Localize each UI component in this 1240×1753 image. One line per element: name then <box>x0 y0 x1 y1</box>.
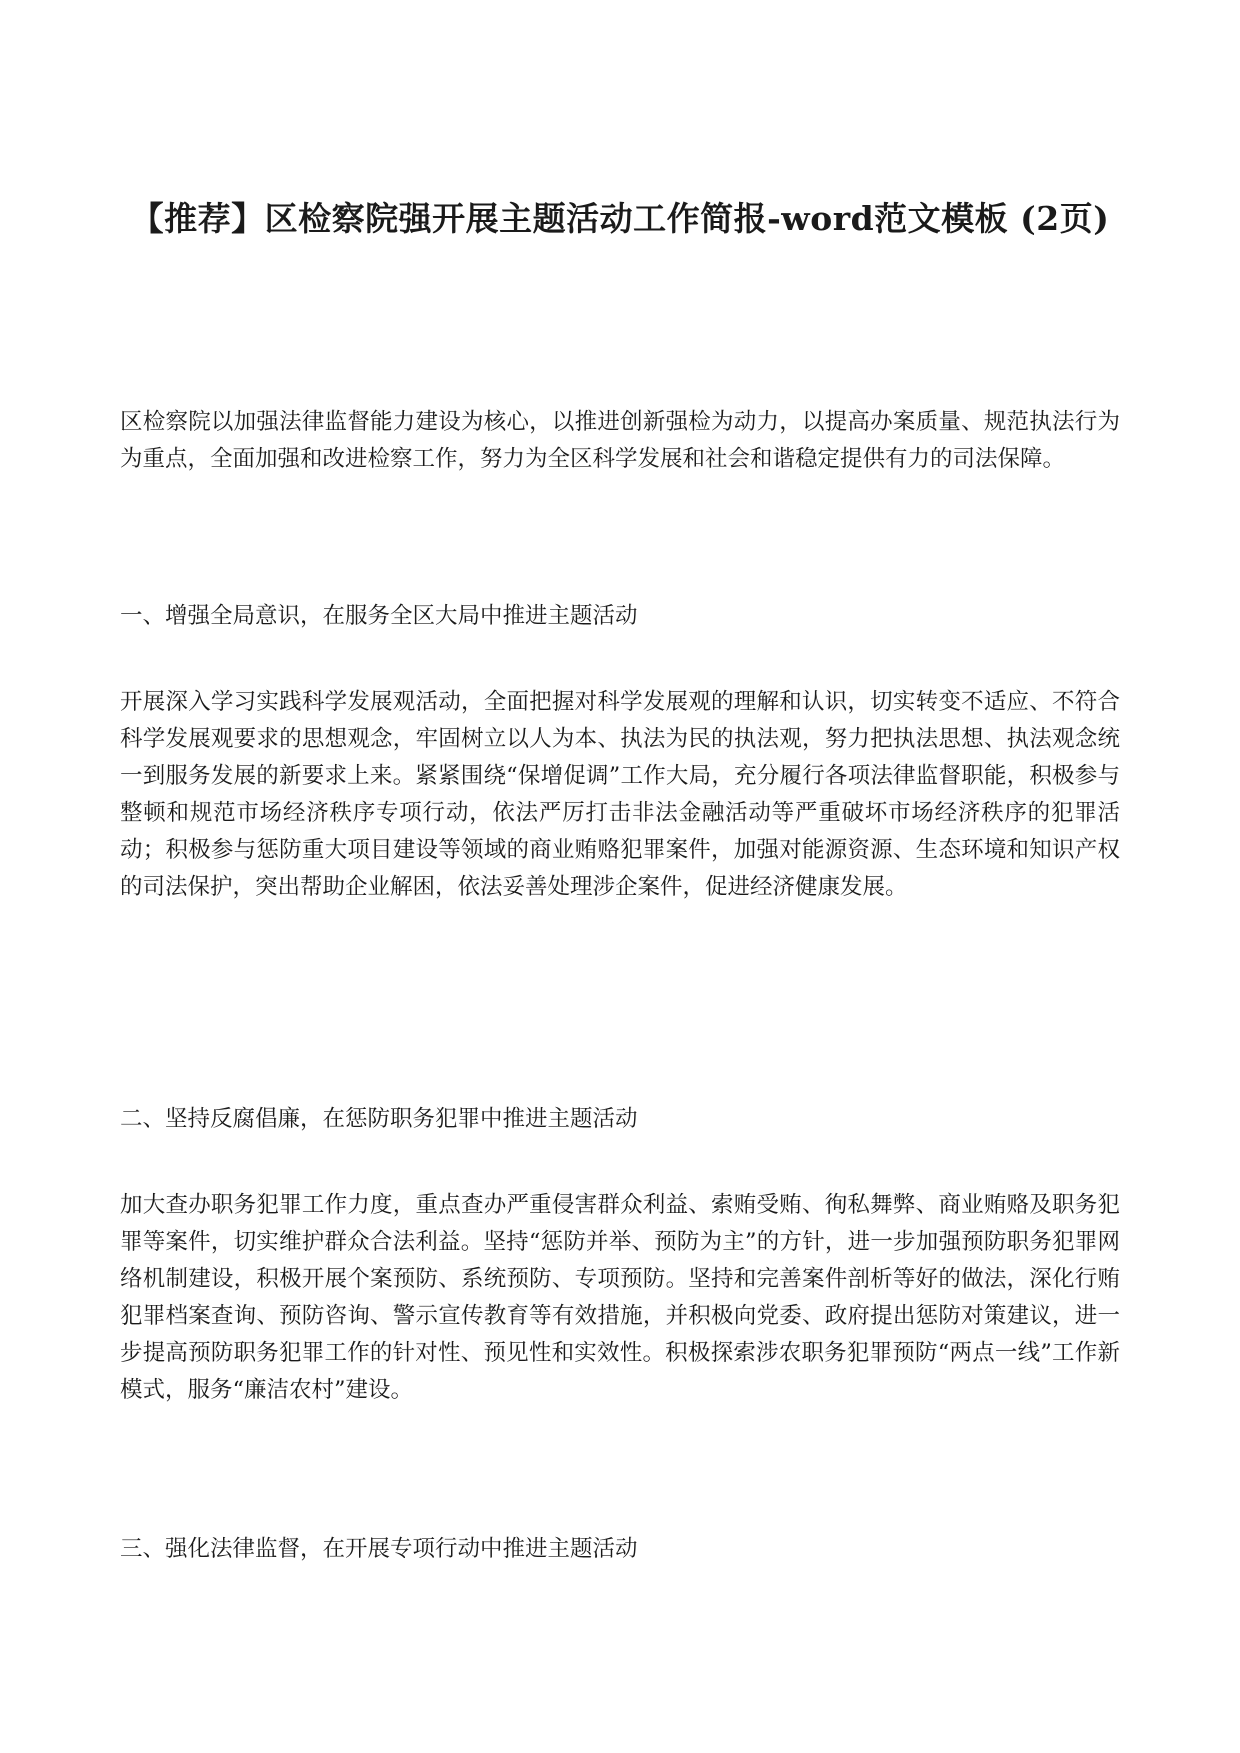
section-2-heading: 二、坚持反腐倡廉，在惩防职务犯罪中推进主题活动 <box>120 1106 638 1132</box>
section-3-heading: 三、强化法律监督，在开展专项行动中推进主题活动 <box>120 1536 638 1562</box>
section-1-heading: 一、增强全局意识，在服务全区大局中推进主题活动 <box>120 603 638 629</box>
section-2-body: 加大查办职务犯罪工作力度，重点查办严重侵害群众利益、索贿受贿、徇私舞弊、商业贿赂及职务犯罪等案件，切实维护群众合法利益。坚持“惩防并举、预防为主”的方针，进一步加强预防职务犯罪网络机制建设，积极开展个案预防、系统预防、专项预防。坚持和完善案件剖析等好的做法，深化行贿犯罪档案查询、预防咨询、警示宣传教育等有效措施，并积极向党委、政府提出惩防对策建议，进一步提高预防职务犯罪工作的针对性、预见性和实效性。积极探索涉农职务犯罪预防“两点一线”工作新模式，服务“廉洁农村”建设。 <box>120 1192 1120 1403</box>
section-1-body: 开展深入学习实践科学发展观活动，全面把握对科学发展观的理解和认识，切实转变不适应、不符合科学发展观要求的思想观念，牢固树立以人为本、执法为民的执法观，努力把执法思想、执法观念统一到服务发展的新要求上来。紧紧围绕“保增促调”工作大局，充分履行各项法律监督职能，积极参与整顿和规范市场经济秩序专项行动，依法严厉打击非法金融活动等严重破坏市场经济秩序的犯罪活动；积极参与惩防重大项目建设等领域的商业贿赂犯罪案件，加强对能源资源、生态环境和知识产权的司法保护，突出帮助企业解困，依法妥善处理涉企案件，促进经济健康发展。 <box>120 689 1120 900</box>
document-title: 【推荐】区检察院强开展主题活动工作简报-word范文模板 (2页) <box>130 199 1110 238</box>
intro-paragraph: 区检察院以加强法律监督能力建设为核心，以推进创新强检为动力，以提高办案质量、规范执法行为为重点，全面加强和改进检察工作，努力为全区科学发展和社会和谐稳定提供有力的司法保障。 <box>120 409 1120 472</box>
